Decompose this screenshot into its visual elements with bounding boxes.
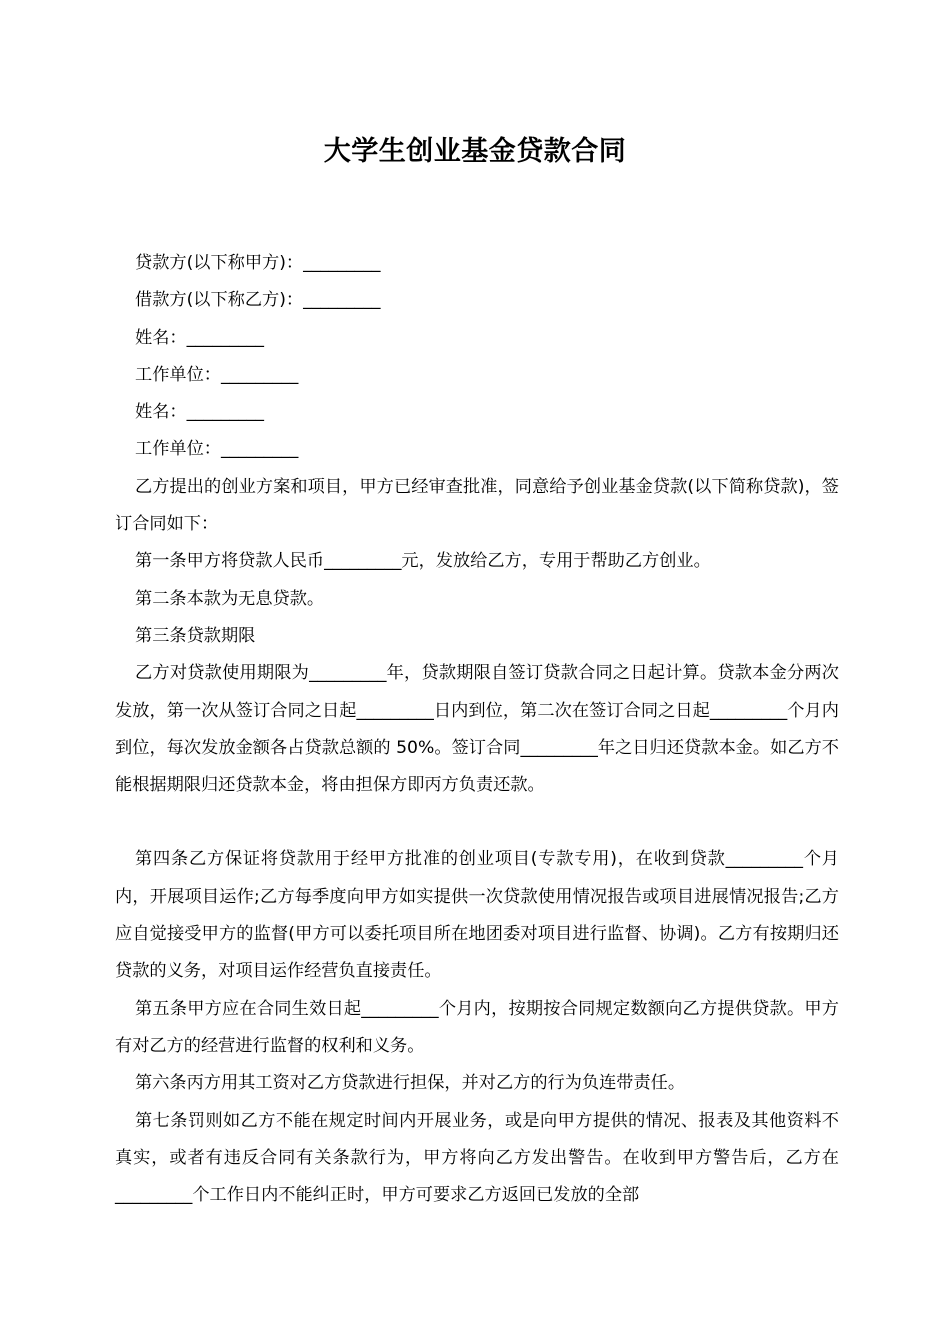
document-body bbox=[115, 245, 839, 1214]
article-1: 第一条甲方将贷款人民币_________元，发放给乙方，专用于帮助乙方创业。 bbox=[135, 551, 711, 572]
workplace-line: 工作单位：_________ bbox=[135, 364, 299, 385]
article-3-heading: 第三条贷款期限 bbox=[135, 625, 256, 646]
article-6: 第六条丙方用其工资对乙方贷款进行担保，并对乙方的行为负连带责任。 bbox=[135, 1073, 686, 1094]
article-4: 第四条乙方保证将贷款用于经甲方批准的创业项目(专款专用)，在收到贷款_________个月内，开展项目运作;乙方每季度向甲方如实提供一次贷款使用情况报告或项目进展情况报告;乙方应自觉接受甲方的监督(甲方可以委托项目所在地团委对项目进行监督、协调)。乙方有按期归还贷款的义务，对项目运作经营负直接责任。 bbox=[115, 849, 839, 982]
name-line: 姓名：_________ bbox=[135, 402, 264, 423]
article-7: 第七条罚则如乙方不能在规定时间内开展业务，或是向甲方提供的情况、报表及其他资料不真实，或者有违反合同有关条款行为，甲方将向乙方发出警告。在收到甲方警告后，乙方在_________个工作日内不能纠正时，甲方可要求乙方返回已发放的全部 bbox=[115, 1110, 839, 1206]
name-line: 姓名：_________ bbox=[135, 327, 264, 348]
lender-line: 贷款方(以下称甲方)：_________ bbox=[135, 253, 381, 273]
article-3-body: 乙方对贷款使用期限为_________年，贷款期限自签订贷款合同之日起计算。贷款本金分两次发放，第一次从签订合同之日起_________日内到位，第二次在签订合同之日起_________个月内到位，每次发放金额各占贷款总额的 50%。签订合同_________年之日归还贷款本金。如乙方不能根据期限归还贷款本金，将由担保方即丙方负责还款。 bbox=[115, 663, 839, 796]
article-2: 第二条本款为无息贷款。 bbox=[135, 588, 325, 609]
workplace-line: 工作单位：_________ bbox=[135, 439, 299, 460]
article-5: 第五条甲方应在合同生效日起_________个月内，按期按合同规定数额向乙方提供贷款。甲方有对乙方的经营进行监督的权利和义务。 bbox=[115, 998, 839, 1056]
preamble-paragraph: 乙方提出的创业方案和项目，甲方已经审查批准，同意给予创业基金贷款(以下简称贷款)，签订合同如下： bbox=[115, 476, 839, 535]
borrower-line: 借款方(以下称乙方)：_________ bbox=[135, 290, 381, 311]
document-title: 大学生创业基金贷款合同 bbox=[323, 136, 627, 167]
